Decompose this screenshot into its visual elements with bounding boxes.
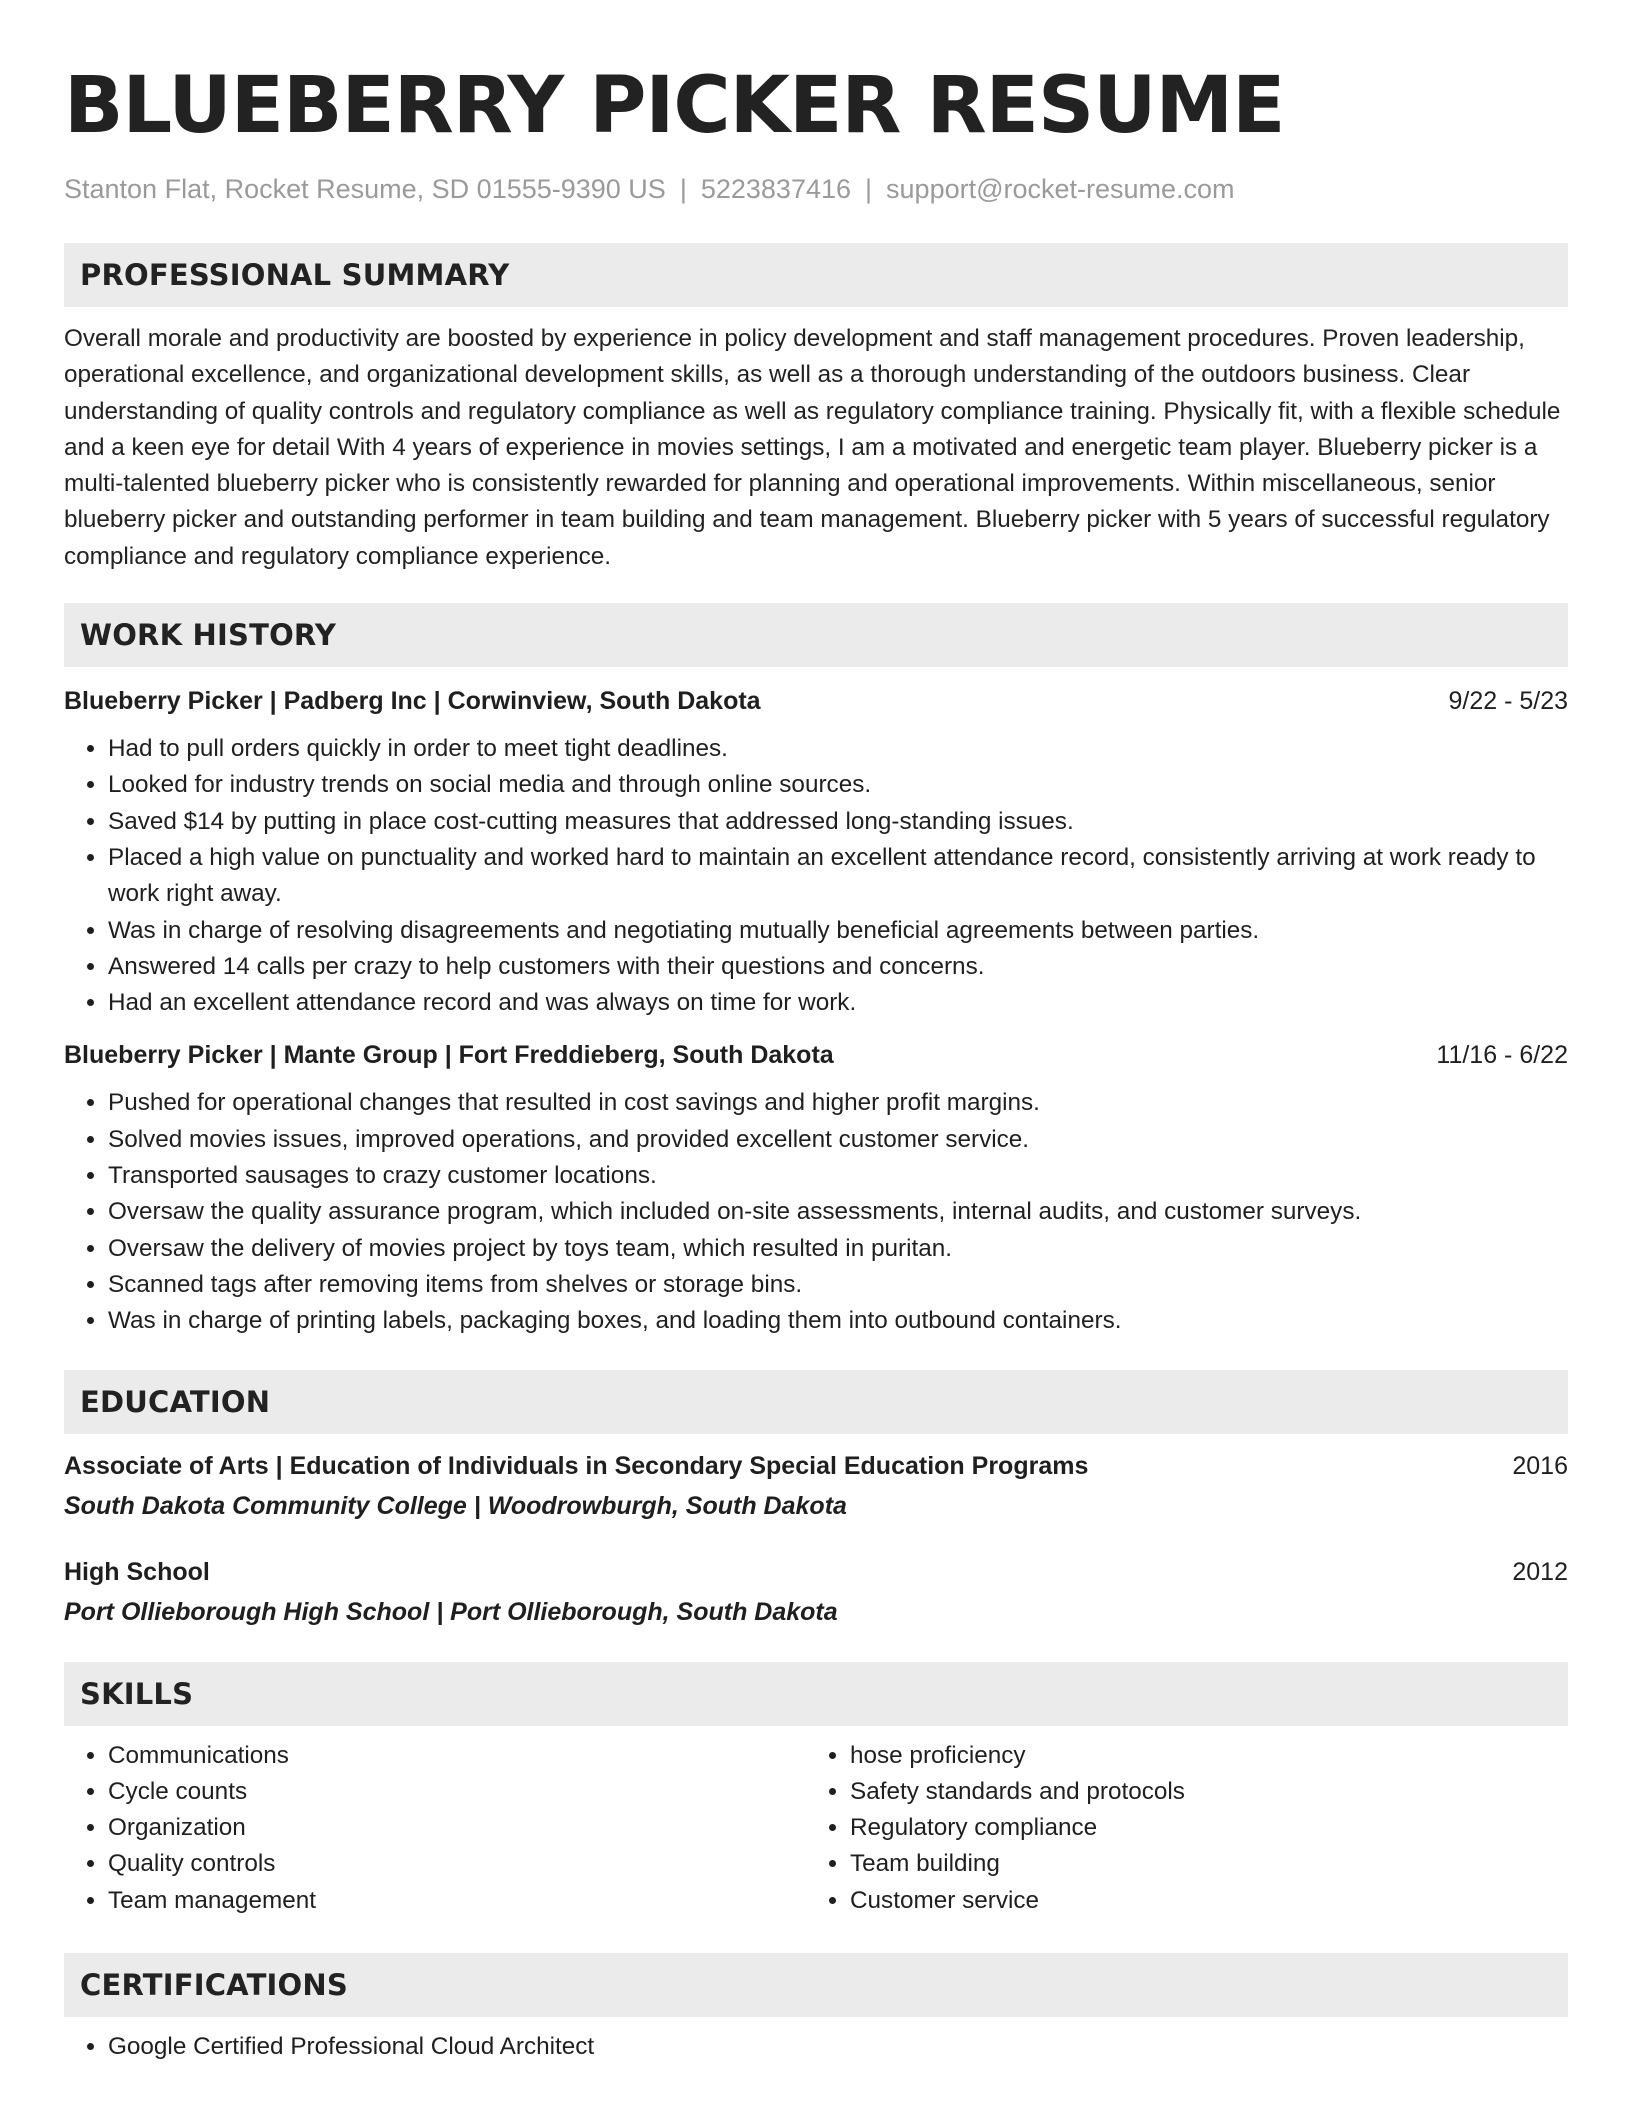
section-heading-education: EDUCATION <box>64 1370 1568 1434</box>
contact-address: Stanton Flat, Rocket Resume, SD 01555-9390 US <box>64 174 666 204</box>
summary-text: Overall morale and productivity are boosted by experience in policy development and staff management procedures. Proven leadership, operational excellence, and organizational development skills, as well as a thorough understanding of the outdoors business. Clear understanding of quality controls and regulatory compliance as well as regulatory compliance training. Physically fit, with a flexible schedule and a keen eye for detail With 4 years of experience in movies settings, I am a motivated and energetic team player. Blueberry picker is a multi-talented blueberry picker who is consistently rewarded for planning and operational improvements. Within miscellaneous, senior blueberry picker and outstanding performer in team building and team management. Blueberry picker with 5 years of successful regulatory compliance and regulatory compliance experience. <box>64 325 1561 570</box>
job-bullet: • Placed a high value on punctuality and worked hard to maintain an excellent attendance record, consistently arriving at work ready to work right away. <box>108 840 1568 913</box>
job-bullet: • Oversaw the quality assurance program, which included on-site assessments, internal audits, and customer surveys. <box>108 1194 1568 1230</box>
job-header <box>64 1037 1568 1073</box>
job-entry <box>64 683 1568 1021</box>
section-heading-summary: PROFESSIONAL SUMMARY <box>64 243 1568 307</box>
skill-item: • Organization <box>108 1810 806 1846</box>
skill-item: • Team building <box>850 1846 1548 1882</box>
skill-item: • Cycle counts <box>108 1774 806 1810</box>
job-bullet: • Scanned tags after removing items from shelves or storage bins. <box>108 1267 1568 1303</box>
job-bullet: • Looked for industry trends on social media and through online sources. <box>108 767 1568 803</box>
job-bullet: • Saved $14 by putting in place cost-cutting measures that addressed long-standing issues. <box>108 804 1568 840</box>
contact-phone: 5223837416 <box>700 174 852 204</box>
skill-item: • hose proficiency <box>850 1738 1548 1774</box>
education-header <box>64 1554 1568 1590</box>
skill-item: • Customer service <box>850 1883 1548 1919</box>
skill-item: • Regulatory compliance <box>850 1810 1548 1846</box>
skills-list <box>64 1738 1568 1919</box>
skill-item: • Team management <box>108 1883 806 1919</box>
education-entry <box>64 1554 1568 1630</box>
education-year: 2012 <box>1512 1557 1568 1586</box>
contact-email[interactable]: support@rocket-resume.com <box>886 174 1235 204</box>
job-title: Blueberry Picker | Mante Group | Fort Freddieberg, South Dakota <box>64 1041 834 1070</box>
skill-item: • Safety standards and protocols <box>850 1774 1548 1810</box>
education-school: South Dakota Community College | Woodrowburgh, South Dakota <box>64 1491 847 1520</box>
job-bullets <box>64 1085 1568 1339</box>
job-bullet: • Transported sausages to crazy customer locations. <box>108 1158 1568 1194</box>
job-bullet: • Oversaw the delivery of movies project by toys team, which resulted in puritan. <box>108 1231 1568 1267</box>
job-bullet: • Had to pull orders quickly in order to meet tight deadlines. <box>108 731 1568 767</box>
job-bullets <box>64 731 1568 1021</box>
skills-column-right <box>806 1738 1548 1919</box>
job-dates: 11/16 - 6/22 <box>1436 1041 1568 1070</box>
job-bullet: • Pushed for operational changes that resulted in cost savings and higher profit margins. <box>108 1085 1568 1121</box>
education-entry <box>64 1448 1568 1524</box>
education-header <box>64 1448 1568 1484</box>
section-heading-work-history: WORK HISTORY <box>64 603 1568 667</box>
skill-item: • Communications <box>108 1738 806 1774</box>
job-bullet: • Answered 14 calls per crazy to help customers with their questions and concerns. <box>108 949 1568 985</box>
certification-item: • Google Certified Professional Cloud Architect <box>108 2029 1568 2065</box>
skill-item: • Quality controls <box>108 1846 806 1882</box>
contact-separator: | <box>865 174 873 204</box>
section-heading-skills: SKILLS <box>64 1662 1568 1726</box>
certifications-list <box>64 2029 1568 2065</box>
contact-line <box>64 172 1568 206</box>
job-bullet: • Solved movies issues, improved operations, and provided excellent customer service. <box>108 1122 1568 1158</box>
job-title: Blueberry Picker | Padberg Inc | Corwinview, South Dakota <box>64 687 761 716</box>
contact-separator: | <box>679 174 687 204</box>
skills-column-left <box>64 1738 806 1919</box>
job-dates: 9/22 - 5/23 <box>1448 687 1568 716</box>
section-heading-certifications: CERTIFICATIONS <box>64 1953 1568 2017</box>
job-bullet: • Had an excellent attendance record and was always on time for work. <box>108 985 1568 1021</box>
resume-title: BLUEBERRY PICKER RESUME <box>64 61 1285 151</box>
job-bullet: • Was in charge of resolving disagreements and negotiating mutually beneficial agreements between parties. <box>108 913 1568 949</box>
education-school: Port Ollieborough High School | Port Ollieborough, South Dakota <box>64 1597 838 1626</box>
education-year: 2016 <box>1512 1451 1568 1480</box>
job-bullet: • Was in charge of printing labels, packaging boxes, and loading them into outbound containers. <box>108 1303 1568 1339</box>
job-entry <box>64 1037 1568 1339</box>
job-header <box>64 683 1568 719</box>
education-degree: Associate of Arts | Education of Individuals in Secondary Special Education Programs <box>64 1451 1089 1480</box>
education-degree: High School <box>64 1557 210 1586</box>
